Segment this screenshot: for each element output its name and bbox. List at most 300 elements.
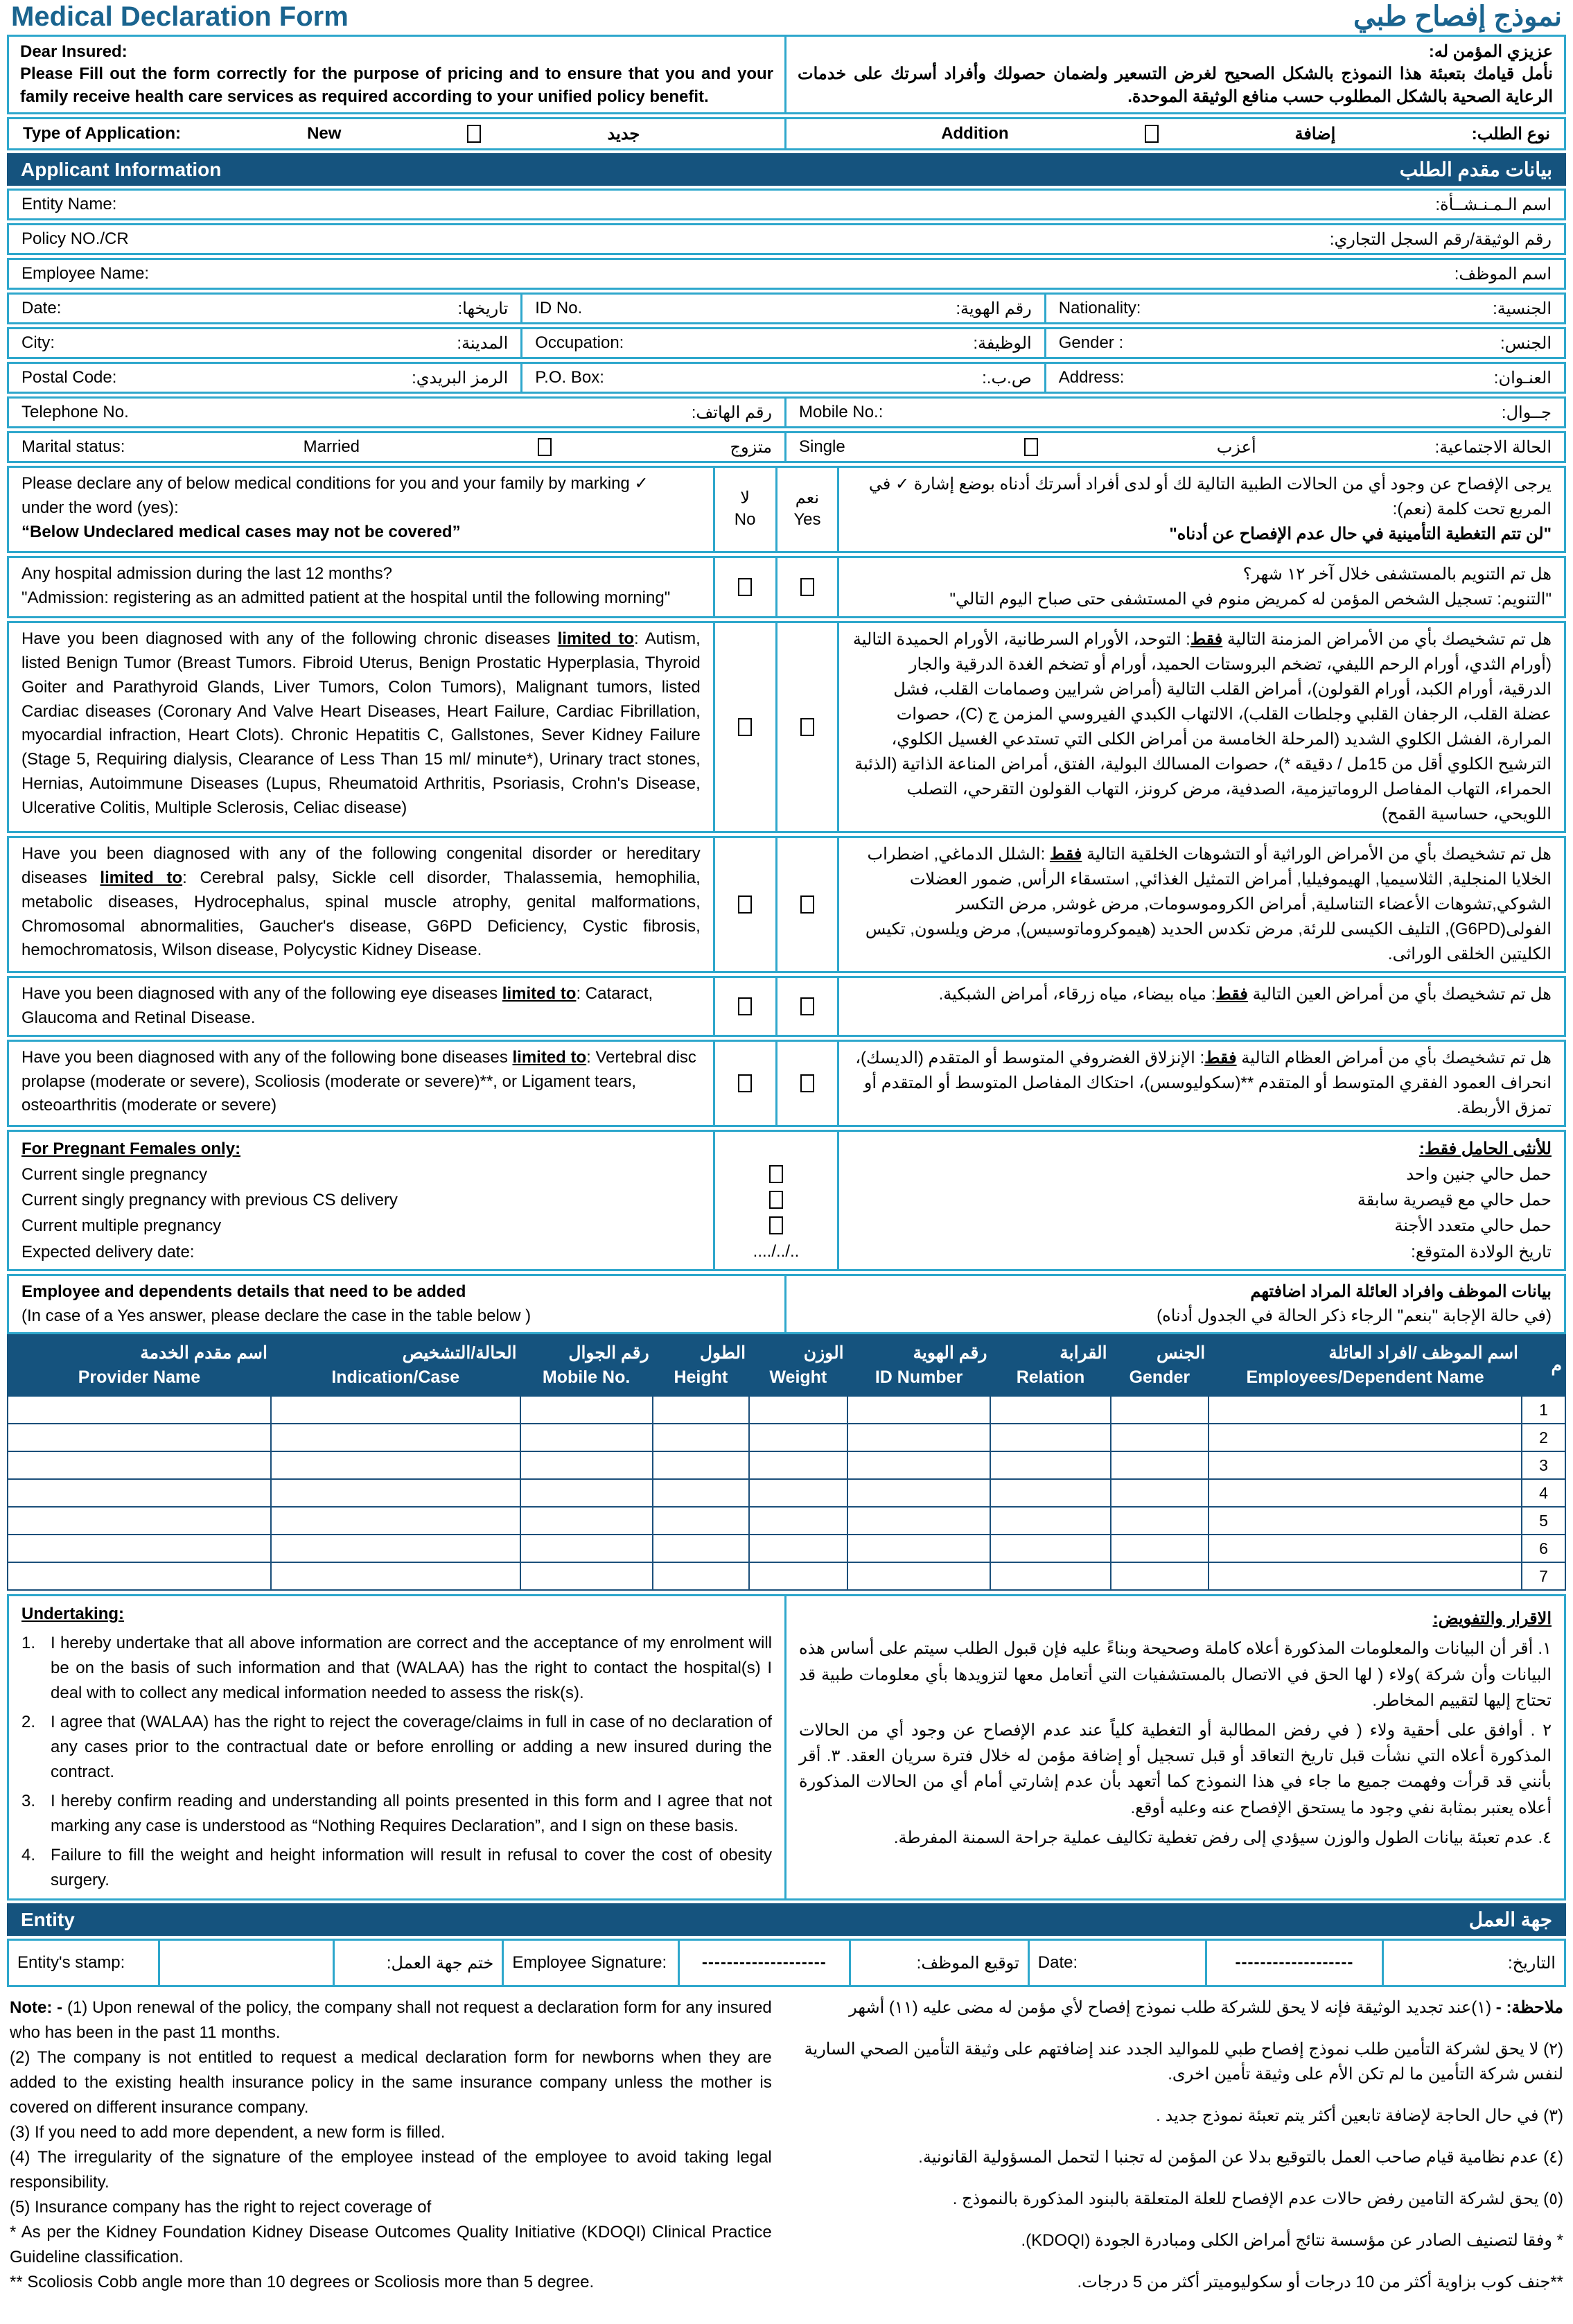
mobile-label-ar: جــوال: (1501, 403, 1552, 422)
intro-box (7, 35, 1566, 114)
cell-mobile-3[interactable] (520, 1451, 653, 1479)
cell-provider-2[interactable] (8, 1424, 271, 1451)
item-number: 2. (21, 1713, 36, 1732)
item-text: Failure to fill the weight and height information will result in refusal to cover the cost of obesity surgery. (51, 1846, 772, 1890)
cell-indication-2[interactable] (271, 1424, 520, 1451)
pregnancy-section (7, 1130, 1566, 1271)
cell-weight-1[interactable] (749, 1396, 847, 1424)
date-input-area[interactable] (61, 299, 457, 318)
dependents-en-sub: (In case of a Yes answer, please declare the case in the table below ) (21, 1306, 531, 1325)
no-label-en: No (734, 510, 756, 530)
type-new-en: New (307, 124, 342, 143)
q5-yes-checkbox[interactable] (800, 1074, 814, 1092)
pregnancy-date-input-area[interactable]: ..../../.. (753, 1241, 800, 1261)
pregnancy-en-item-date: Expected delivery date: (21, 1242, 195, 1261)
declare-en-line1: Please declare any of below medical conditions for you and your family by marking ✓ (21, 474, 649, 493)
q4-ar-after: : مياه بيضاء، مياه زرقاء، أمراض الشبكية. (938, 985, 1216, 1004)
note-ar-4: (٤) عدم نظامية قيام صاحب العمل بالتوقيع بدلا عن المؤمن له تجنبا ا لتحمل المسؤولية القانونية. (918, 2148, 1563, 2167)
dependents-en-title: Employee and dependents details that need to be added (21, 1282, 466, 1301)
mobile-label-en: Mobile No.: (799, 403, 884, 422)
note-en-2: (2) The company is not entitled to request a medical declaration form for newborns when they are added to the existing health insurance policy in the same insurance company unless the mother is covered on different insurance company. (10, 2048, 772, 2117)
entity-stamp-label-en (9, 1941, 158, 1985)
telephone-input-area[interactable] (129, 403, 692, 422)
dependents-header-en (9, 1276, 786, 1333)
telephone-label-en: Telephone No. (21, 403, 129, 422)
q4-no-checkbox[interactable] (738, 997, 752, 1015)
q1-en-line2: "Admission: registering as an admitted patient at the hospital until the following morning" (21, 588, 671, 607)
q2-ar-after: : التوحد، الأورام السرطانية، الأورام الحميدة التالية (أورام الثدي، أورام الرحم الليفي، تضخم البروستات الحميد، أورام أو تضخم الغدة الدرقية والجار الدرقية، أورام الكبد، أورام القولون)، أمراض القلب التالية (أمراض شرايين وصمامات القلب، فشل عضلة القلب، الرجفان القلبي وجلطات القلب)، الالتهاب الكبدي الفيروسي المزمن ج (C)، حصوات المرارة، الفشل الكلوي الشديد (المرحلة الخامسة من أمراض الكلى التي تستدعي الغسيل الكلوي، الترشيح الكلوي أقل من 15مل / دقيقه *)، حصوات المسالك البولية، الفتق، أمراض المناعة الذاتية (الذئبة الحمراء، التهاب المفاصل الروماتيزمية، الصدفية، مرض كرونز، التهاب القولون التقرحي، التصلب اللويحي، حساسية القمح) (852, 630, 1552, 824)
cell-weight-3[interactable] (749, 1451, 847, 1479)
col-mobile-en: Mobile No. (542, 1368, 631, 1388)
pregnancy-en (9, 1132, 715, 1269)
cell-height-4[interactable] (653, 1479, 749, 1507)
q1-en-line1: Any hospital admission during the last 12 months? (21, 564, 392, 584)
col-height-ar: الطول (699, 1343, 746, 1363)
cell-id-3[interactable] (847, 1451, 991, 1479)
employee-signature-label-en (502, 1941, 678, 1985)
col-dependent-name (1209, 1335, 1522, 1396)
item-number: 1. (21, 1634, 36, 1653)
label: توقيع الموظف: (916, 1953, 1019, 1973)
undertaking-ar-title: الاقرار والتفويض: (1432, 1609, 1552, 1629)
postal-pobox-address-row (7, 362, 1566, 394)
married-checkbox[interactable] (538, 438, 552, 456)
city-label-en: City: (21, 333, 55, 353)
dependents-ar-title: بيانات الموظف وافراد العائلة المراد اضافتهم (1250, 1282, 1552, 1301)
note-text: (١)عند تجديد الوثيقة فإنه لا يحق للشركة طلب نموذج إفصاح لأي مؤمن له مضى عليه (١١) أشهر (849, 1998, 1492, 2018)
q4-en-keyword: limited to (502, 984, 577, 1004)
q4-yes-cell (777, 978, 840, 1035)
col-id-number (847, 1335, 991, 1396)
entity-date-label-ar (1382, 1941, 1564, 1985)
note-ar-kdoqi: * وفقا لتصنيف الصادر عن مؤسسة نتائج أمراض الكلى ومبادرة الجودة (KDOQI). (1021, 2231, 1563, 2251)
nationality-label-en: Nationality: (1058, 299, 1141, 318)
pregnancy-multiple-checkbox[interactable] (769, 1216, 783, 1234)
telephone-mobile-row (7, 396, 1566, 428)
undertaking-en-item-2 (21, 1710, 772, 1785)
col-relation (990, 1335, 1110, 1396)
signature-line: -------------------- (701, 1953, 827, 1973)
date-id-nationality-row (7, 292, 1566, 324)
gender-input-area[interactable] (1123, 333, 1500, 353)
marital-status-row (7, 431, 1566, 463)
occupation-cell (520, 329, 1046, 357)
question-bone-diseases (7, 1040, 1566, 1127)
type-of-application-row (7, 117, 1566, 150)
table-row (8, 1507, 1565, 1535)
entity-name-label-en: Entity Name: (21, 195, 117, 214)
q2-en (9, 623, 715, 831)
notes-section (7, 1991, 1566, 2313)
undertaking-ar-item-1: ١. أقر أن البيانات والمعلومات المذكورة أعلاه كاملة وصحيحة وبناءً عليه فإن قبول الطلب سيتم على أساس هذه البيانات وأن شركة )ولاء ( لها الحق في الاتصال بالمستشفيات التي أتعامل معها لتزويدها بأي معلومات طبية قد تحتاج إليها لتقييم المخاطر. (799, 1639, 1552, 1710)
type-addition-en: Addition (941, 124, 1009, 143)
table-header-row (8, 1335, 1565, 1396)
q2-no-cell (715, 623, 777, 831)
q5-en-before: Have you been diagnosed with any of the following bone diseases (21, 1047, 513, 1067)
cell-height-6[interactable] (653, 1535, 749, 1562)
pobox-cell (520, 364, 1046, 392)
q5-en-text (21, 1046, 701, 1118)
undertaking-ar-item-2-3: ٢ . أوافق على أحقية ولاء ( في رفض المطالبة أو التغطية كلياً عند عدم الإفصاح عن وجود أي من الحالات المذكورة أعلاه التي نشأت قبل تاريخ التعاقد أو قبل تسجيل أو إضافة مؤمن له خلال فترة سريان العقد. ٣. أقر بأنني قد قرأت وفهمت جميع ما جاء في هذا النموذج كما أتعهد بأن عدم إشارتي أمام أي من الحالات المذكورة أعلاه يعتبر بمثابة نفي وجود ما يستحق الإفصاح عنه وعليه أوقع. (799, 1721, 1552, 1817)
note-ar-3: (٣) في حال الحاجة لإضافة تابعين أكثر يتم تعبئة نموذج جديد . (1156, 2106, 1563, 2126)
cell-mobile-2[interactable] (520, 1424, 653, 1451)
cell-provider-7[interactable] (8, 1562, 271, 1590)
cell-name-2[interactable] (1209, 1424, 1522, 1451)
no-column-header (715, 468, 777, 551)
declare-ar (839, 468, 1564, 551)
note-en-5: (5) Insurance company has the right to reject coverage of (10, 2198, 432, 2217)
applicant-bar-ar: بيانات مقدم الطلب (1399, 159, 1552, 181)
declare-en (9, 468, 715, 551)
cell-provider-4[interactable] (8, 1479, 271, 1507)
pregnancy-ar-item-single: حمل حالي جنين واحد (1406, 1164, 1552, 1184)
note-label: ملاحظة: - (1495, 1998, 1563, 2018)
q4-ar-keyword: فقط (1215, 985, 1248, 1004)
single-label-en: Single (799, 437, 845, 457)
q2-en-keyword: limited to (557, 629, 634, 649)
nationality-input-area[interactable] (1141, 299, 1493, 318)
gender-label-ar: الجنس: (1500, 333, 1552, 353)
policy-label-ar: رقم الوثيقة/رقم السجل التجاري: (1329, 229, 1552, 249)
employee-name-label-ar: اسم الموظف: (1454, 264, 1552, 283)
cell-relation-5[interactable] (990, 1507, 1110, 1535)
new-checkbox[interactable] (467, 125, 481, 143)
q4-en (9, 978, 715, 1035)
cell-gender-7[interactable] (1111, 1562, 1209, 1590)
pobox-label-en: P.O. Box: (535, 368, 604, 387)
pregnancy-ar-item-cs: حمل حالي مع قيصرية سابقة (1357, 1191, 1552, 1210)
cell-id-4[interactable] (847, 1479, 991, 1507)
entity-signature-row (7, 1939, 1566, 1987)
cell-weight-5[interactable] (749, 1507, 847, 1535)
q4-ar-text (852, 982, 1552, 1007)
entity-name-label-ar: اسم الـمـنـشــأة: (1435, 195, 1552, 214)
col-mobile-ar: رقم الجوال (568, 1343, 649, 1363)
col-relation-ar: القرابة (1060, 1343, 1107, 1363)
pregnancy-en-title: For Pregnant Females only: (21, 1139, 241, 1158)
q2-ar-text (852, 627, 1552, 827)
dependents-header-ar (786, 1276, 1564, 1333)
q4-en-before: Have you been diagnosed with any of the following eye diseases (21, 984, 502, 1004)
q5-ar-after: : الإنزلاق الغضروفي المتوسط أو المتقدم (الديسك)، انحراف العمود الفقري المتوسط أو المتقدم **(سكوليوسس)، احتكاك المفاصل المتوسط أو المتقدم أو تمزق الأربطة. (855, 1048, 1552, 1117)
cell-provider-1[interactable] (8, 1396, 271, 1424)
declare-ar-line1: يرجى الإفصاح عن وجود أي من الحالات الطبية التالية لك أو لدى أفراد أسرتك أدناه بوضع إشارة ✓ في المربع تحت كلمة (نعم): (868, 475, 1552, 519)
occupation-label-en: Occupation: (535, 333, 624, 353)
pregnancy-ar-item-date: تاريخ الولادة المتوقع: (1411, 1242, 1552, 1261)
q5-en-after: : Vertebral disc prolapse (moderate or severe), Scoliosis (moderate or severe)**, or Ligament tears, osteoarthritis (moderate or severe) (21, 1047, 696, 1115)
col-provider-en: Provider Name (78, 1368, 201, 1388)
dependents-header (7, 1274, 1566, 1335)
nationality-cell (1046, 295, 1564, 322)
marital-single-cell (786, 433, 1564, 461)
entity-bar-ar: جهة العمل (1468, 1909, 1552, 1931)
mobile-input-area[interactable] (883, 403, 1502, 422)
note-en-4: (4) The irregularity of the signature of the employee instead of the employee to avoid taking legal responsibility. (10, 2148, 772, 2192)
cell-height-3[interactable] (653, 1451, 749, 1479)
q5-no-cell (715, 1042, 777, 1125)
address-cell (1046, 364, 1564, 392)
pregnancy-ar (839, 1132, 1564, 1269)
col-num-ar: م (1551, 1355, 1562, 1375)
telephone-cell (9, 399, 786, 426)
cell-mobile-4[interactable] (520, 1479, 653, 1507)
q3-yes-checkbox[interactable] (800, 895, 814, 914)
cell-name-1[interactable] (1209, 1396, 1522, 1424)
cell-name-4[interactable] (1209, 1479, 1522, 1507)
single-checkbox[interactable] (1024, 438, 1038, 456)
col-mobile (520, 1335, 653, 1396)
entity-stamp-area[interactable] (158, 1941, 332, 1985)
cell-id-7[interactable] (847, 1562, 991, 1590)
cell-gender-5[interactable] (1111, 1507, 1209, 1535)
cell-relation-6[interactable] (990, 1535, 1110, 1562)
label: Entity's stamp: (17, 1953, 125, 1973)
q4-ar (839, 978, 1564, 1035)
entity-name-input-area[interactable] (116, 195, 1435, 214)
cell-provider-3[interactable] (8, 1451, 271, 1479)
note-en-scoliosis: ** Scoliosis Cobb angle more than 10 degrees or Scoliosis more than 5 degree. (10, 2273, 595, 2292)
no-label-ar: لا (740, 489, 750, 508)
q5-yes-cell (777, 1042, 840, 1125)
undertaking-en-item-4 (21, 1843, 772, 1893)
q1-no-checkbox[interactable] (738, 578, 752, 596)
col-indication-en: Indication/Case (331, 1368, 460, 1388)
declare-en-line2: under the word (yes): (21, 498, 179, 517)
note-ar-1 (786, 1995, 1563, 2020)
spacer (800, 124, 805, 143)
q1-yes-cell (777, 558, 840, 616)
address-input-area[interactable] (1124, 368, 1493, 387)
note-en-1 (10, 1995, 772, 2045)
entity-bar (7, 1903, 1566, 1936)
occupation-input-area[interactable] (624, 333, 973, 353)
postal-label-en: Postal Code: (21, 368, 117, 387)
cell-name-7[interactable] (1209, 1562, 1522, 1590)
q3-en-text (21, 842, 701, 963)
pregnancy-cs-checkbox[interactable] (769, 1191, 783, 1209)
col-weight-en: Weight (769, 1368, 827, 1388)
date-label-ar: تاريخها: (457, 299, 509, 318)
postal-cell (9, 364, 520, 392)
q5-en-keyword: limited to (512, 1047, 587, 1067)
cell-mobile-5[interactable] (520, 1507, 653, 1535)
label: ختم جهة العمل: (386, 1953, 494, 1973)
q1-en (9, 558, 715, 616)
cell-gender-4[interactable] (1111, 1479, 1209, 1507)
cell-mobile-7[interactable] (520, 1562, 653, 1590)
entity-name-cell (9, 191, 1564, 218)
married-label-en: Married (303, 437, 360, 457)
type-new-ar: جديد (607, 124, 640, 143)
cell-relation-7[interactable] (990, 1562, 1110, 1590)
cell-name-6[interactable] (1209, 1535, 1522, 1562)
row-number: 1 (1522, 1396, 1565, 1424)
cell-height-2[interactable] (653, 1424, 749, 1451)
q3-en-before: Have you been diagnosed with any of the following congenital disorder or hereditary diseases (21, 844, 701, 887)
note-ar-2: (٢) لا يحق لشركة التأمين طلب نموذج إفصاح طبي للمواليد الجدد عند إضافتهم على وثيقة التأمين الصحي السارية لنفس شركة التأمين ما لم تكن الأم على وثيقة تأمين اخرى. (804, 2040, 1563, 2084)
declaration-instructions-row (7, 466, 1566, 553)
intro-ar-title: عزيزي المؤمن له: (1428, 42, 1553, 61)
col-height-en: Height (674, 1368, 728, 1388)
q4-en-after: : Cataract, Glaucoma and Retinal Disease. (21, 984, 653, 1027)
cell-gender-2[interactable] (1111, 1424, 1209, 1451)
col-depname-en: Employees/Dependent Name (1246, 1368, 1484, 1388)
q3-no-checkbox[interactable] (738, 895, 752, 914)
table-row (8, 1479, 1565, 1507)
married-label-ar: متزوج (730, 437, 772, 457)
cell-weight-4[interactable] (749, 1479, 847, 1507)
cell-indication-1[interactable] (271, 1396, 520, 1424)
col-height (653, 1335, 749, 1396)
pregnancy-single-slot (769, 1162, 783, 1187)
undertaking-ar-item-4: ٤. عدم تعبئة بيانات الطول والوزن سيؤدي إلى رفض تغطية تكاليف عملية جراحة السمنة المفرطة. (893, 1828, 1552, 1847)
question-eye-diseases (7, 976, 1566, 1037)
cell-id-6[interactable] (847, 1535, 991, 1562)
cell-height-5[interactable] (653, 1507, 749, 1535)
dependents-ar-sub: (في حالة الإجابة "بنعم" الرجاء ذكر الحالة في الجدول أدناه) (1157, 1306, 1552, 1325)
postal-label-ar: الرمز البريدي: (412, 368, 509, 387)
q3-yes-cell (777, 838, 840, 971)
pregnancy-multiple-slot (769, 1213, 783, 1239)
q3-ar-text (852, 842, 1552, 967)
q5-no-checkbox[interactable] (738, 1074, 752, 1092)
q2-ar-before: هل تم تشخيصك بأي من الأمراض المزمنة التالية (1222, 630, 1552, 649)
cell-name-3[interactable] (1209, 1451, 1522, 1479)
q2-yes-checkbox[interactable] (800, 718, 814, 736)
type-label-en: Type of Application: (23, 124, 181, 143)
cell-indication-3[interactable] (271, 1451, 520, 1479)
yes-label-ar: نعم (795, 489, 819, 508)
cell-id-1[interactable] (847, 1396, 991, 1424)
col-relation-en: Relation (1016, 1368, 1085, 1388)
addition-checkbox[interactable] (1145, 125, 1159, 143)
q1-ar (839, 558, 1564, 616)
q2-en-before: Have you been diagnosed with any of the following chronic diseases (21, 629, 558, 649)
table-row (8, 1451, 1565, 1479)
gender-label-en: Gender : (1058, 333, 1124, 353)
pregnancy-checkboxes (715, 1132, 840, 1269)
single-label-ar: أعزب (1216, 437, 1256, 457)
cell-height-1[interactable] (653, 1396, 749, 1424)
cell-id-5[interactable] (847, 1507, 991, 1535)
undertaking-en-item-1 (21, 1631, 772, 1706)
cell-indication-5[interactable] (271, 1507, 520, 1535)
type-addition-cell (786, 121, 1564, 147)
employee-name-label-en: Employee Name: (21, 264, 150, 283)
cell-indication-6[interactable] (271, 1535, 520, 1562)
q3-en-after: : Cerebral palsy, Sickle cell disorder, Thalassemia, hemophilia, metabolic diseases, Hydrocephalus, spinal muscle atrophy, genital malformations, Chromosomal abnormalities, Gaucher's disease, G6PD Deficiency, Cystic fibrosis, hemochromatosis, Wilson disease, Polycystic Kidney Disease. (21, 868, 701, 960)
yes-column-header (777, 468, 840, 551)
telephone-label-ar: رقم الهاتف: (691, 403, 772, 422)
cell-height-7[interactable] (653, 1562, 749, 1590)
nationality-label-ar: الجنسية: (1493, 299, 1552, 318)
table-row (8, 1562, 1565, 1590)
row-number: 5 (1522, 1507, 1565, 1535)
cell-provider-5[interactable] (8, 1507, 271, 1535)
note-en-kdoqi: * As per the Kidney Foundation Kidney Disease Outcomes Quality Initiative (KDOQI) Clinical Practice Guideline classification. (10, 2223, 772, 2267)
col-provider-name (8, 1335, 271, 1396)
employee-name-row (7, 258, 1566, 290)
pobox-input-area[interactable] (604, 368, 982, 387)
spacer (766, 124, 771, 143)
postal-input-area[interactable] (116, 368, 412, 387)
address-label-en: Address: (1058, 368, 1125, 387)
cell-id-2[interactable] (847, 1424, 991, 1451)
cell-relation-1[interactable] (990, 1396, 1110, 1424)
entity-date-area[interactable] (1205, 1941, 1382, 1985)
cell-relation-3[interactable] (990, 1451, 1110, 1479)
employee-signature-area[interactable] (678, 1941, 849, 1985)
col-row-number (1522, 1335, 1565, 1396)
id-label-ar: رقم الهوية: (956, 299, 1032, 318)
cell-weight-7[interactable] (749, 1562, 847, 1590)
id-cell (520, 295, 1046, 322)
cell-mobile-6[interactable] (520, 1535, 653, 1562)
city-input-area[interactable] (55, 333, 457, 353)
cell-indication-4[interactable] (271, 1479, 520, 1507)
cell-relation-4[interactable] (990, 1479, 1110, 1507)
yes-label-en: Yes (793, 510, 821, 530)
q5-ar-keyword: فقط (1204, 1048, 1237, 1067)
employee-signature-label-ar (849, 1941, 1028, 1985)
question-chronic-diseases (7, 621, 1566, 833)
q2-ar (839, 623, 1564, 831)
q2-ar-keyword: فقط (1190, 630, 1223, 649)
q2-yes-cell (777, 623, 840, 831)
cell-gender-6[interactable] (1111, 1535, 1209, 1562)
label: Date: (1037, 1953, 1078, 1973)
cell-indication-7[interactable] (271, 1562, 520, 1590)
cell-gender-3[interactable] (1111, 1451, 1209, 1479)
item-number: 3. (21, 1792, 36, 1811)
dependents-table (7, 1334, 1566, 1591)
entity-name-row (7, 189, 1566, 220)
employee-name-input-area[interactable] (149, 264, 1455, 283)
cell-relation-2[interactable] (990, 1424, 1110, 1451)
cell-name-5[interactable] (1209, 1507, 1522, 1535)
id-input-area[interactable] (582, 299, 956, 318)
q4-yes-checkbox[interactable] (800, 997, 814, 1015)
cell-gender-1[interactable] (1111, 1396, 1209, 1424)
note-en-3: (3) If you need to add more dependent, a new form is filled. (10, 2123, 446, 2142)
employee-name-cell (9, 260, 1564, 288)
city-cell (9, 329, 520, 357)
cell-mobile-1[interactable] (520, 1396, 653, 1424)
undertaking-section (7, 1594, 1566, 1901)
q3-ar-keyword: فقط (1049, 845, 1082, 864)
row-number: 2 (1522, 1424, 1565, 1451)
q1-yes-checkbox[interactable] (800, 578, 814, 596)
intro-ar-body: نأمل قيامك بتعبئة هذا النموذج بالشكل الصحيح لغرض التسعير ولضمان حصولك وأفراد أسرتك على خدمات الرعاية الصحية بالشكل المطلوب حسب منافع الوثيقة الموحدة. (798, 64, 1553, 106)
label: Employee Signature: (512, 1953, 667, 1973)
undertaking-en-item-3 (21, 1789, 772, 1839)
col-indication (271, 1335, 520, 1396)
policy-input-area[interactable] (129, 229, 1330, 249)
note-ar-5: (٥) يحق لشركة التامين رفض حالات عدم الإفصاح للعلة المتعلقة بالبنود المذكورة بالنموذج . (952, 2190, 1563, 2209)
col-gender (1111, 1335, 1209, 1396)
entity-stamp-label-ar (333, 1941, 502, 1985)
form-title-ar: نموذج إفصاح طبي (1353, 1, 1562, 32)
form-header (7, 1, 1566, 35)
cell-weight-6[interactable] (749, 1535, 847, 1562)
pregnancy-single-checkbox[interactable] (769, 1165, 783, 1183)
undertaking-en (9, 1596, 786, 1898)
notes-en (7, 1994, 779, 2313)
cell-weight-2[interactable] (749, 1424, 847, 1451)
cell-provider-6[interactable] (8, 1535, 271, 1562)
q2-no-checkbox[interactable] (738, 718, 752, 736)
gender-cell (1046, 329, 1564, 357)
